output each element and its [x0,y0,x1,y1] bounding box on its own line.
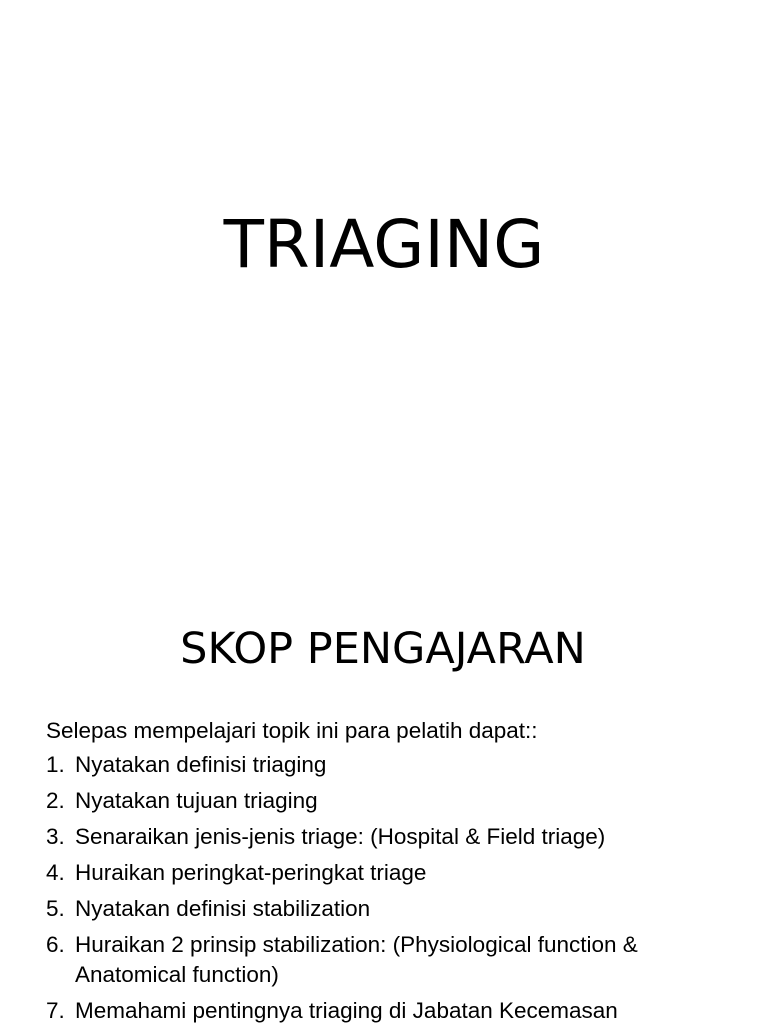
objectives-list [46,750,746,1024]
list-item-number: 4. [46,860,65,885]
list-item-text: Huraikan peringkat-peringkat triage [75,860,427,885]
list-item [46,786,746,816]
list-item-text: Senaraikan jenis-jenis triage: (Hospital & Field triage) [75,824,606,849]
list-item-text: Nyatakan definisi stabilization [75,896,371,921]
list-item [46,822,746,852]
list-item-number: 6. [46,932,65,957]
list-item-number: 5. [46,896,65,921]
list-item [46,996,746,1024]
list-item [46,750,746,780]
list-item-number: 1. [46,752,65,777]
slide-title: TRIAGING [223,206,545,283]
list-item-number: 3. [46,824,65,849]
section-title: SKOP PENGAJARAN [180,624,586,674]
list-item-number: 7. [46,998,65,1023]
list-item-number: 2. [46,788,65,813]
list-item-text: Nyatakan definisi triaging [75,752,327,777]
list-item [46,930,746,990]
intro-text: Selepas mempelajari topik ini para pelatih dapat:: [46,718,538,743]
list-item-text: Nyatakan tujuan triaging [75,788,318,813]
list-item-text: Memahami pentingnya triaging di Jabatan Kecemasan [75,998,618,1023]
list-item [46,894,746,924]
list-item-text: Huraikan 2 prinsip stabilization: (Physiological function & Anatomical function) [75,932,638,987]
list-item [46,858,746,888]
